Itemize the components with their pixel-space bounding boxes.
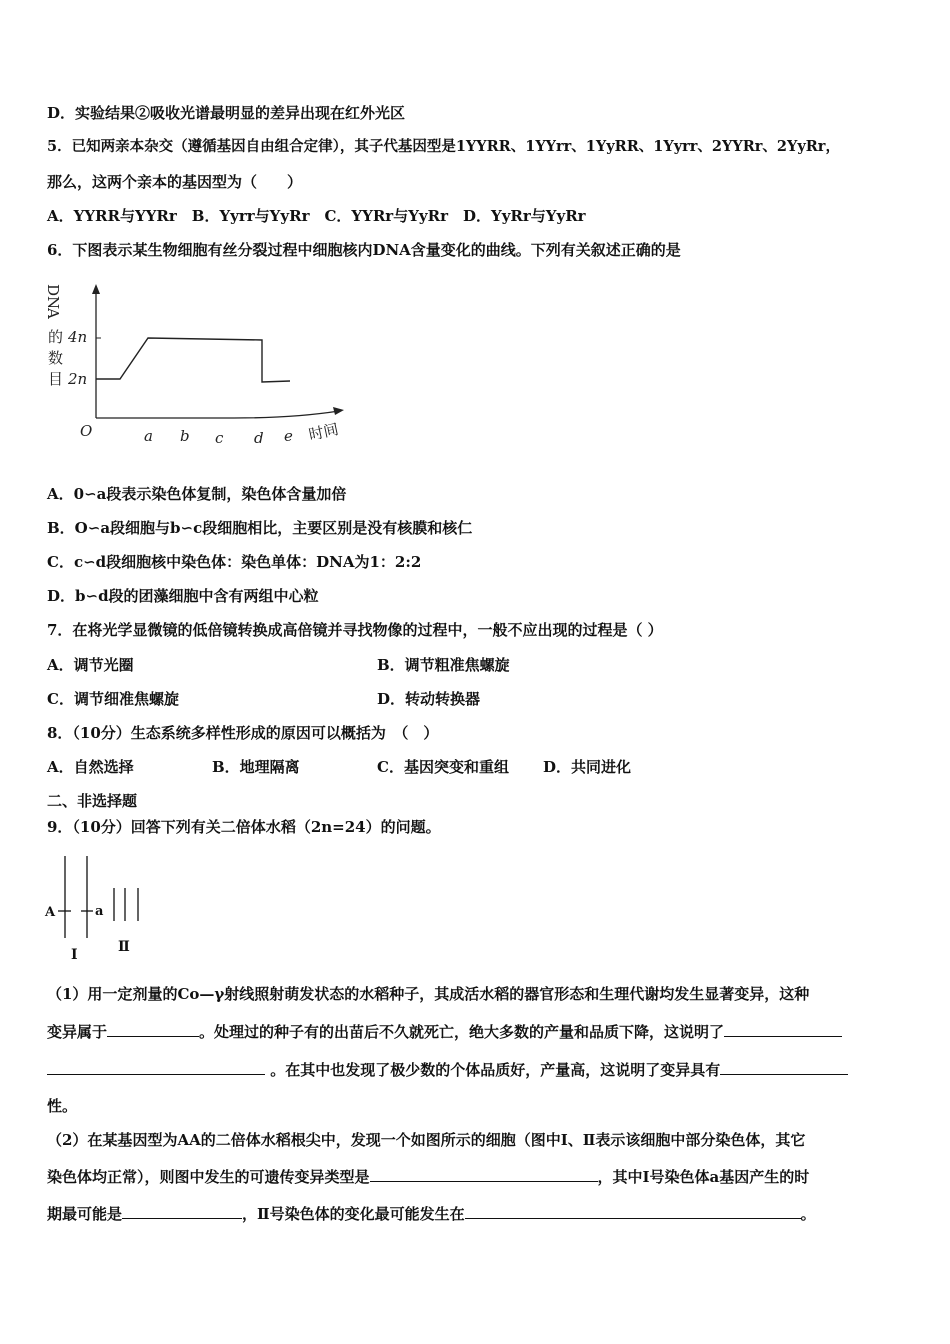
q6-option-d: D．b∽d段的团藻细胞中含有两组中心粒 <box>47 587 319 605</box>
section-heading: 二、非选择题 <box>47 792 138 810</box>
answer-blank-3[interactable] <box>720 1059 848 1075</box>
q8-option-b: B．地理隔离 <box>212 758 300 776</box>
graph-ytick-4n: 4n <box>68 328 88 346</box>
q9-p1-line1: （1）用一定剂量的Co—γ射线照射萌发状态的水稻种子，其成活水稻的器官形态和生理代谢均发生显著变异，这种 <box>47 985 810 1003</box>
q6-option-c: C．c∽d段细胞核中染色体：染色单体：DNA为1：2:2 <box>47 553 422 571</box>
q9-p2-line2-text-b: ，其中Ⅰ号染色体a基因产生的时 <box>597 1168 810 1186</box>
q7-option-c: C．调节细准焦螺旋 <box>47 690 179 708</box>
q7-option-d: D．转动转换器 <box>377 690 481 708</box>
q9-p2-line3-text-b: ，Ⅱ号染色体的变化最可能发生在 <box>242 1205 465 1223</box>
q9-p1-line3-text: 。在其中也发现了极少数的个体品质好，产量高，这说明了变异具有 <box>270 1061 721 1079</box>
q9-p2-line3 <box>47 1203 816 1224</box>
graph-xlabel: 时间 <box>307 420 341 444</box>
q9-p2-line1: （2）在某基因型为AA的二倍体水稻根尖中，发现一个如图所示的细胞（图中Ⅰ、Ⅱ表示该细胞中部分染色体，其它 <box>47 1131 806 1149</box>
q4-option-d: D．实验结果②吸收光谱最明显的差异出现在红外光区 <box>47 104 406 122</box>
answer-blank-1[interactable] <box>107 1021 199 1037</box>
q9-p1-line2-text-a: 变异属于 <box>47 1023 108 1041</box>
q9-p2-line2-text-a: 染色体均正常），则图中发生的可遗传变异类型是 <box>47 1168 370 1186</box>
gene-A-label: A <box>45 905 56 920</box>
q5-stem-line1: 5．已知两亲本杂交（遵循基因自由组合定律），其子代基因型是1YYRR、1YYrr、1YyRR、1Yyrr、2YYRr、2YyRr， <box>47 138 840 155</box>
answer-blank-5[interactable] <box>122 1203 242 1219</box>
q9-p2-line3-text-c: 。 <box>800 1205 816 1223</box>
graph-ylabel-char: 数 <box>48 349 64 367</box>
graph-ylabel-char: 的 <box>48 328 64 346</box>
graph-xtick-c: c <box>215 429 224 447</box>
answer-blank-4[interactable] <box>370 1166 598 1182</box>
label-II: Ⅱ <box>118 939 130 955</box>
graph-x-arrow <box>333 407 344 415</box>
q8-option-c: C．基因突变和重组 <box>377 758 509 776</box>
q9-p1-line4: 性。 <box>47 1097 78 1115</box>
graph-ylabel-char: D <box>44 284 62 297</box>
q6-option-a: A．0∽a段表示染色体复制，染色体含量加倍 <box>47 485 347 503</box>
graph-x-axis <box>96 411 339 418</box>
q7-option-a: A．调节光圈 <box>47 656 134 674</box>
graph-ylabel-char: N <box>44 296 62 310</box>
graph-ytick-2n: 2n <box>68 370 88 388</box>
graph-xtick-e: e <box>284 427 293 445</box>
graph-origin: O <box>80 422 93 440</box>
q9-p1-line3 <box>47 1059 848 1080</box>
q6-stem: 6．下图表示某生物细胞有丝分裂过程中细胞核内DNA含量变化的曲线。下列有关叙述正确的是 <box>47 241 681 259</box>
q8-option-a: A．自然选择 <box>47 758 134 776</box>
q9-p1-line2 <box>47 1021 842 1042</box>
q7-stem: 7．在将光学显微镜的低倍镜转换成高倍镜并寻找物像的过程中，一般不应出现的过程是（ ） <box>47 621 663 639</box>
graph-xtick-a: a <box>144 427 153 445</box>
q8-stem: 8．（10分）生态系统多样性形成的原因可以概括为 （ ） <box>47 724 439 742</box>
graph-ylabel-char: 目 <box>48 370 64 388</box>
answer-blank-6[interactable] <box>465 1203 801 1219</box>
answer-blank-2b[interactable] <box>47 1059 265 1075</box>
q6-dna-graph <box>44 268 354 453</box>
q6-option-b: B．O∽a段细胞与b∽c段细胞相比，主要区别是没有核膜和核仁 <box>47 519 473 537</box>
q9-p1-line2-text-b: 。处理过的种子有的出苗后不久就死亡，绝大多数的产量和品质下降，这说明了 <box>199 1023 725 1041</box>
graph-xtick-b: b <box>180 427 190 445</box>
q9-p2-line2 <box>47 1166 809 1187</box>
q7-option-b: B．调节粗准焦螺旋 <box>377 656 510 674</box>
graph-dna-curve <box>96 338 290 382</box>
graph-xtick-d: d <box>254 429 264 447</box>
answer-blank-2a[interactable] <box>724 1021 842 1037</box>
q9-chromosome-figure <box>44 850 154 965</box>
q5-options: A．YYRR与YYRr B．Yyrr与YyRr C．YYRr与YyRr D．YyRr与YyRr <box>47 207 586 225</box>
q9-stem: 9．（10分）回答下列有关二倍体水稻（2n=24）的问题。 <box>47 818 441 836</box>
q8-option-d: D．共同进化 <box>543 758 632 776</box>
graph-ylabel-char: A <box>44 308 62 319</box>
label-I: Ⅰ <box>71 947 78 963</box>
q5-stem-line2: 那么，这两个亲本的基因型为（ ） <box>47 173 303 191</box>
graph-y-arrow <box>92 284 100 294</box>
gene-a-label: a <box>95 904 104 919</box>
q9-p2-line3-text-a: 期最可能是 <box>47 1205 123 1223</box>
